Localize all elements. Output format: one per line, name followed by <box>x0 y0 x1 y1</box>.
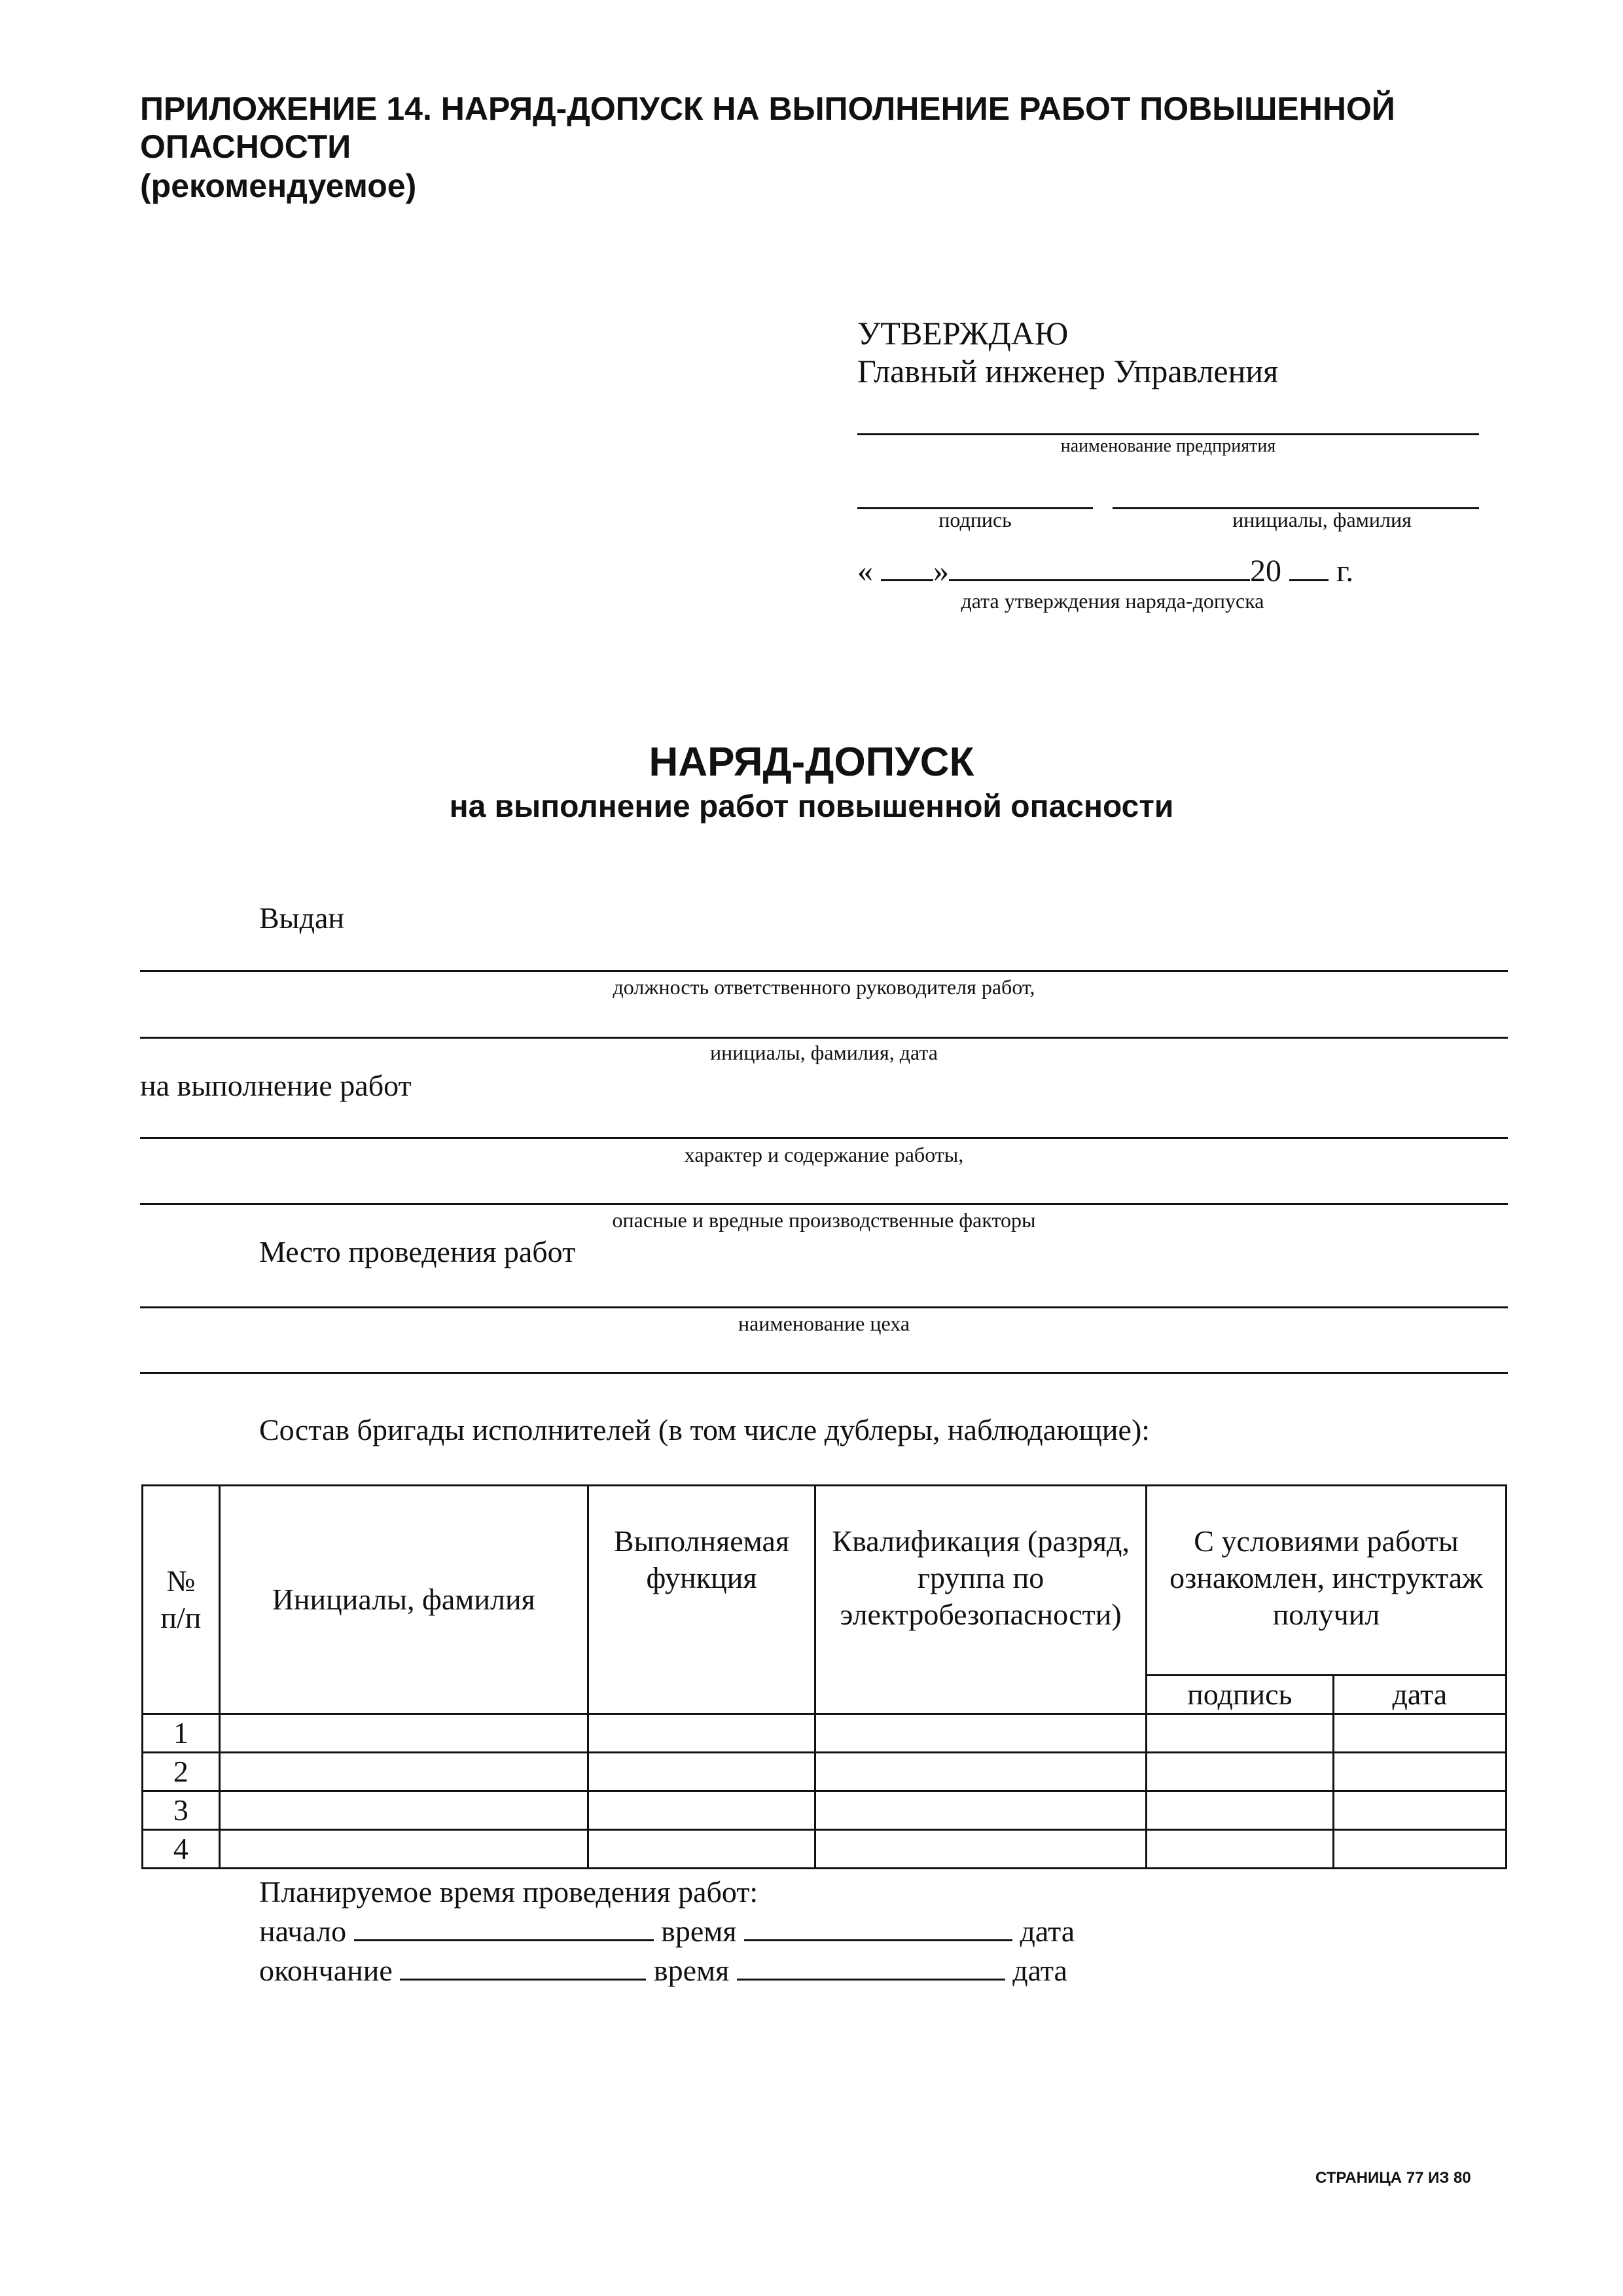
row-number: 3 <box>143 1791 220 1830</box>
cell-date[interactable] <box>1333 1830 1506 1869</box>
start-time-field[interactable] <box>354 1915 654 1941</box>
year-field[interactable] <box>1289 555 1329 581</box>
work-nature-caption: характер и содержание работы, <box>684 1143 964 1166</box>
enterprise-caption: наименование предприятия <box>1060 436 1276 456</box>
cell-date[interactable] <box>1333 1714 1506 1753</box>
document-title: НАРЯД-ДОПУСК <box>649 740 974 785</box>
col-header-qualification: Квалификация (разряд, группа по электробезопасности) <box>815 1486 1147 1714</box>
end-date-label: дата <box>1012 1954 1067 1987</box>
table-row <box>143 1753 1507 1791</box>
start-date-field[interactable] <box>744 1915 1012 1941</box>
cell-signature[interactable] <box>1147 1830 1334 1869</box>
crew-heading: Состав бригады исполнителей (в том числе дублеры, наблюдающие): <box>259 1413 1150 1446</box>
open-quote: « <box>857 554 873 588</box>
cell-function[interactable] <box>588 1830 815 1869</box>
signature-caption: подпись <box>938 508 1012 531</box>
work-nature-line[interactable] <box>140 1137 1508 1139</box>
page-number: СТРАНИЦА 77 ИЗ 80 <box>1315 2169 1471 2187</box>
cell-name[interactable] <box>219 1791 588 1830</box>
cell-qualification[interactable] <box>815 1714 1147 1753</box>
close-quote: » <box>933 554 949 588</box>
col-header-function: Выполняемая функция <box>588 1486 815 1714</box>
planned-start-row <box>259 1914 1075 1949</box>
table-row <box>143 1791 1507 1830</box>
cell-name[interactable] <box>219 1714 588 1753</box>
col-header-date: дата <box>1333 1676 1506 1714</box>
responsible-position-caption: должность ответственного руководителя работ, <box>613 975 1035 999</box>
responsible-position-line[interactable] <box>140 970 1508 972</box>
hazards-caption: опасные и вредные производственные факторы <box>612 1208 1036 1232</box>
approval-position: Главный инженер Управления <box>857 353 1279 389</box>
approval-date-caption: дата утверждения наряда-допуска <box>961 589 1264 613</box>
start-label: начало <box>259 1914 347 1948</box>
planned-time-heading: Планируемое время проведения работ: <box>259 1875 758 1909</box>
cell-signature[interactable] <box>1147 1753 1334 1791</box>
cell-qualification[interactable] <box>815 1830 1147 1869</box>
col-header-conditions: С условиями работы ознакомлен, инструктаж получил <box>1147 1486 1507 1676</box>
document-subtitle: на выполнение работ повышенной опасности <box>449 789 1174 824</box>
cell-function[interactable] <box>588 1753 815 1791</box>
approval-title: УТВЕРЖДАЮ <box>857 315 1069 351</box>
cell-signature[interactable] <box>1147 1791 1334 1830</box>
row-number: 2 <box>143 1753 220 1791</box>
day-field[interactable] <box>881 555 933 581</box>
cell-function[interactable] <box>588 1714 815 1753</box>
initials-date-line[interactable] <box>140 1037 1508 1039</box>
end-time-label: время <box>653 1954 730 1987</box>
table-row <box>143 1714 1507 1753</box>
end-date-field[interactable] <box>737 1954 1005 1981</box>
cell-name[interactable] <box>219 1830 588 1869</box>
initials-date-caption: инициалы, фамилия, дата <box>710 1041 938 1064</box>
col-header-number: № п/п <box>143 1486 220 1714</box>
table-row <box>143 1830 1507 1869</box>
initials-caption: инициалы, фамилия <box>1232 508 1412 531</box>
end-label: окончание <box>259 1954 393 1987</box>
cell-date[interactable] <box>1333 1753 1506 1791</box>
cell-date[interactable] <box>1333 1791 1506 1830</box>
cell-function[interactable] <box>588 1791 815 1830</box>
year-suffix: г. <box>1336 554 1354 588</box>
workshop-line[interactable] <box>140 1306 1508 1308</box>
cell-name[interactable] <box>219 1753 588 1791</box>
row-number: 4 <box>143 1830 220 1869</box>
cell-qualification[interactable] <box>815 1791 1147 1830</box>
appendix-subtitle: (рекомендуемое) <box>140 168 417 204</box>
col-header-name: Инициалы, фамилия <box>219 1486 588 1714</box>
appendix-title-line1: ПРИЛОЖЕНИЕ 14. НАРЯД-ДОПУСК НА ВЫПОЛНЕНИЕ РАБОТ ПОВЫШЕННОЙ <box>140 90 1395 127</box>
issued-label: Выдан <box>259 901 345 935</box>
month-field[interactable] <box>949 555 1250 581</box>
start-time-label: время <box>661 1914 737 1948</box>
workshop-caption: наименование цеха <box>738 1312 910 1335</box>
planned-end-row <box>259 1953 1067 1988</box>
hazards-line[interactable] <box>140 1203 1508 1205</box>
approval-date-row <box>857 554 1353 589</box>
place-label: Место проведения работ <box>259 1235 576 1268</box>
appendix-title-line2: ОПАСНОСТИ <box>140 128 351 165</box>
crew-table <box>141 1484 1507 1869</box>
row-number: 1 <box>143 1714 220 1753</box>
end-time-field[interactable] <box>400 1954 646 1981</box>
work-label: на выполнение работ <box>140 1069 412 1102</box>
cell-qualification[interactable] <box>815 1753 1147 1791</box>
cell-signature[interactable] <box>1147 1714 1334 1753</box>
col-header-signature: подпись <box>1147 1676 1334 1714</box>
start-date-label: дата <box>1020 1914 1075 1948</box>
workshop-extra-line[interactable] <box>140 1372 1508 1374</box>
year-prefix: 20 <box>1250 554 1281 588</box>
